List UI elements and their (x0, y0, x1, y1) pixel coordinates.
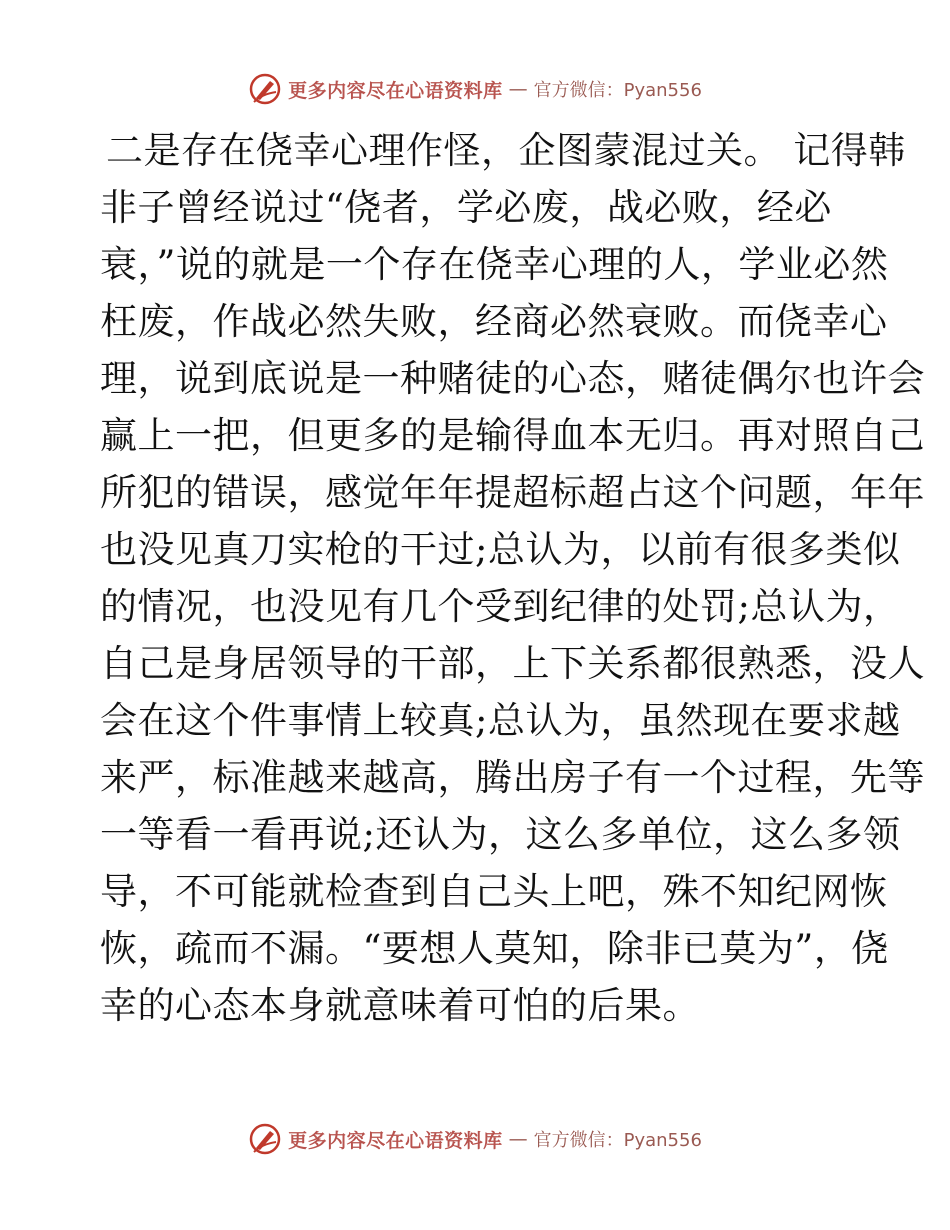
text-line: 导，不可能就检查到自己头上吧，殊不知纪网恢 (100, 870, 888, 913)
text-line: 来严，标准越来越高，腾出房子有一个过程，先等 (100, 756, 925, 799)
watermark-dash: — (508, 78, 528, 100)
text-line: 恢，疏而不漏。“要想人莫知，除非已莫为”，侥 (100, 927, 889, 970)
header-watermark (0, 72, 950, 106)
pen-logo-icon (248, 1122, 282, 1156)
watermark-title: 更多内容尽在心语资料库 (288, 79, 503, 102)
text-line: 自己是身居领导的干部，上下关系都很熟悉，没人 (100, 642, 925, 685)
text-line: 也没见真刀实枪的干过;总认为，以前有很多类似 (100, 528, 901, 571)
watermark-dash: — (508, 1128, 528, 1150)
watermark-contact: 官方微信：Pyan556 (533, 80, 702, 101)
watermark-contact: 官方微信：Pyan556 (533, 1130, 702, 1151)
watermark-title: 更多内容尽在心语资料库 (288, 1129, 503, 1152)
pen-logo-icon (248, 72, 282, 106)
text-line: 理，说到底说是一种赌徒的心态，赌徒偶尔也许会 (100, 357, 925, 400)
text-line: 衰，”说的就是一个存在侥幸心理的人，学业必然 (100, 243, 889, 286)
text-line: 会在这个件事情上较真;总认为，虽然现在要求越 (100, 699, 901, 742)
footer-watermark (0, 1122, 950, 1156)
text-line: 幸的心态本身就意味着可怕的后果。 (100, 984, 700, 1027)
text-line: 非子曾经说过“侥者，学必废，战必败，经必 (100, 186, 832, 229)
text-line: 所犯的错误，感觉年年提超标超占这个问题，年年 (100, 471, 925, 514)
text-line: 赢上一把，但更多的是输得血本无归。再对照自己 (100, 414, 925, 457)
text-line: 枉废，作战必然失败，经商必然衰败。而侥幸心 (100, 300, 888, 343)
document-body (100, 122, 925, 1034)
text-line: 二是存在侥幸心理作怪，企图蒙混过关。 记得韩 (106, 129, 906, 172)
text-line: 一等看一看再说;还认为，这么多单位，这么多领 (100, 813, 901, 856)
text-line: 的情况，也没见有几个受到纪律的处罚;总认为， (100, 585, 901, 628)
